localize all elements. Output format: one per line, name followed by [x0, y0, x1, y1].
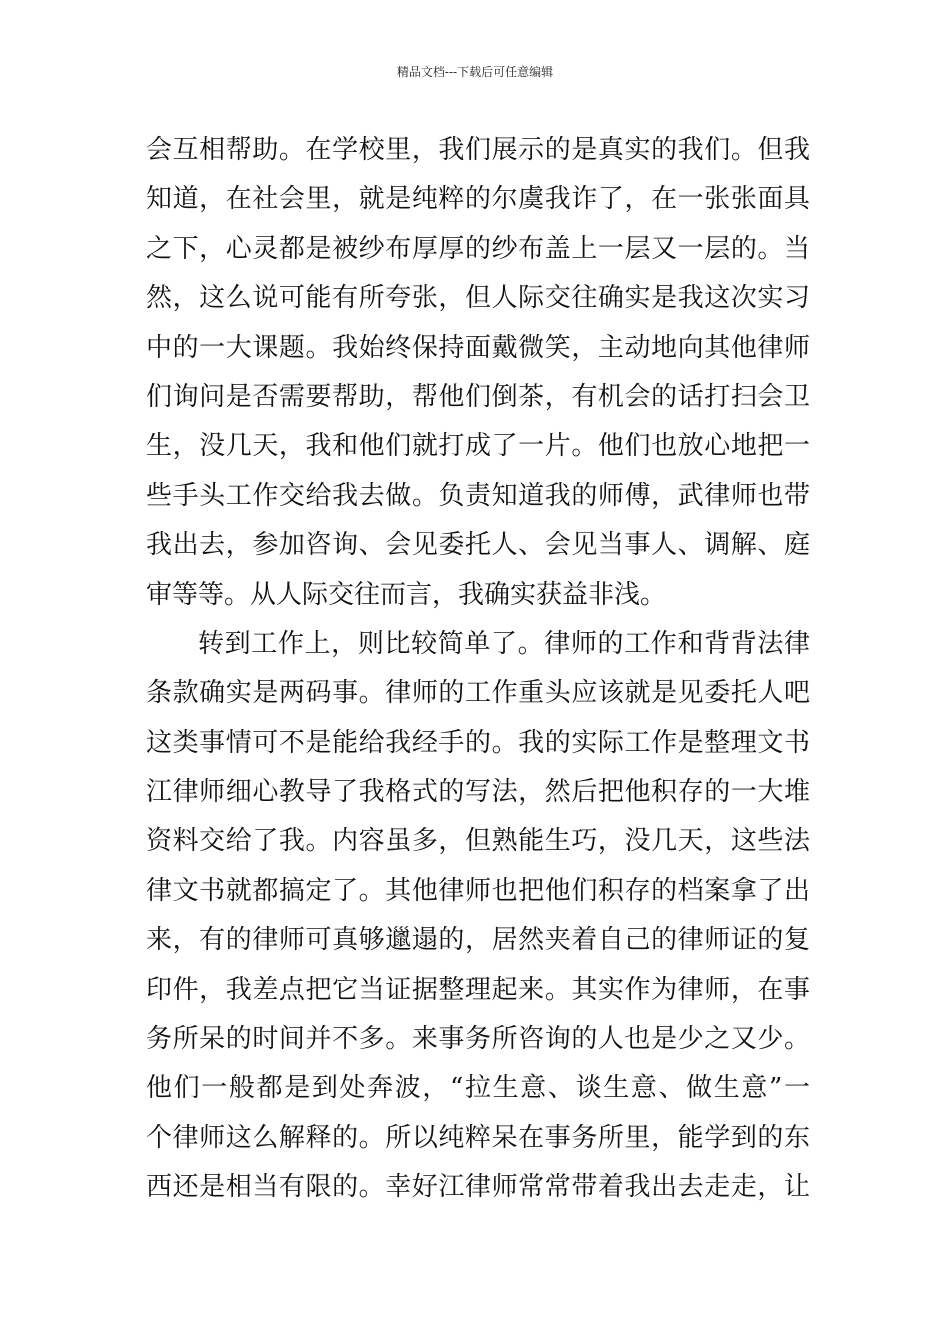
text-line: 务所呆的时间并不多。来事务所咨询的人也是少之又少。	[146, 1024, 810, 1055]
text-line: 印件，我差点把它当证据整理起来。其实作为律师，在事	[146, 974, 810, 1005]
text-line: 资料交给了我。内容虽多，但熟能生巧，没几天，这些法	[146, 826, 810, 857]
text-line: 律文书就都搞定了。其他律师也把他们积存的档案拿了出	[146, 875, 810, 906]
text-line: 个律师这么解释的。所以纯粹呆在事务所里，能学到的东	[146, 1122, 810, 1153]
text-line: 然，这么说可能有所夸张，但人际交往确实是我这次实习	[146, 283, 810, 314]
text-line: 我出去，参加咨询、会见委托人、会见当事人、调解、庭	[146, 530, 810, 561]
document-body	[146, 126, 810, 1213]
text-line: 些手头工作交给我去做。负责知道我的师傅，武律师也带	[146, 480, 810, 511]
text-line: 转到工作上，则比较简单了。律师的工作和背背法律	[198, 628, 810, 659]
text-line: 之下，心灵都是被纱布厚厚的纱布盖上一层又一层的。当	[146, 233, 810, 264]
text-line: 他们一般都是到处奔波，“拉生意、谈生意、做生意”一	[146, 1073, 810, 1104]
text-line: 审等等。从人际交往而言，我确实获益非浅。	[146, 579, 667, 610]
page-header: 精品文档---下载后可任意编辑	[396, 65, 554, 79]
text-line: 江律师细心教导了我格式的写法，然后把他积存的一大堆	[146, 777, 810, 808]
text-line: 来，有的律师可真够邋遢的，居然夹着自己的律师证的复	[146, 925, 810, 956]
paragraph	[146, 620, 810, 1213]
text-line: 中的一大课题。我始终保持面戴微笑，主动地向其他律师	[146, 332, 810, 363]
text-line: 们询问是否需要帮助，帮他们倒茶，有机会的话打扫会卫	[146, 381, 810, 412]
text-line: 这类事情可不是能给我经手的。我的实际工作是整理文书	[146, 727, 810, 758]
text-line: 知道，在社会里，就是纯粹的尔虞我诈了，在一张张面具	[146, 184, 810, 215]
text-line: 西还是相当有限的。幸好江律师常常带着我出去走走，让	[146, 1172, 810, 1203]
paragraph	[146, 126, 810, 620]
text-line: 生，没几天，我和他们就打成了一片。他们也放心地把一	[146, 431, 810, 462]
text-line: 条款确实是两码事。律师的工作重头应该就是见委托人吧	[146, 678, 810, 709]
text-line: 会互相帮助。在学校里，我们展示的是真实的我们。但我	[146, 135, 810, 165]
